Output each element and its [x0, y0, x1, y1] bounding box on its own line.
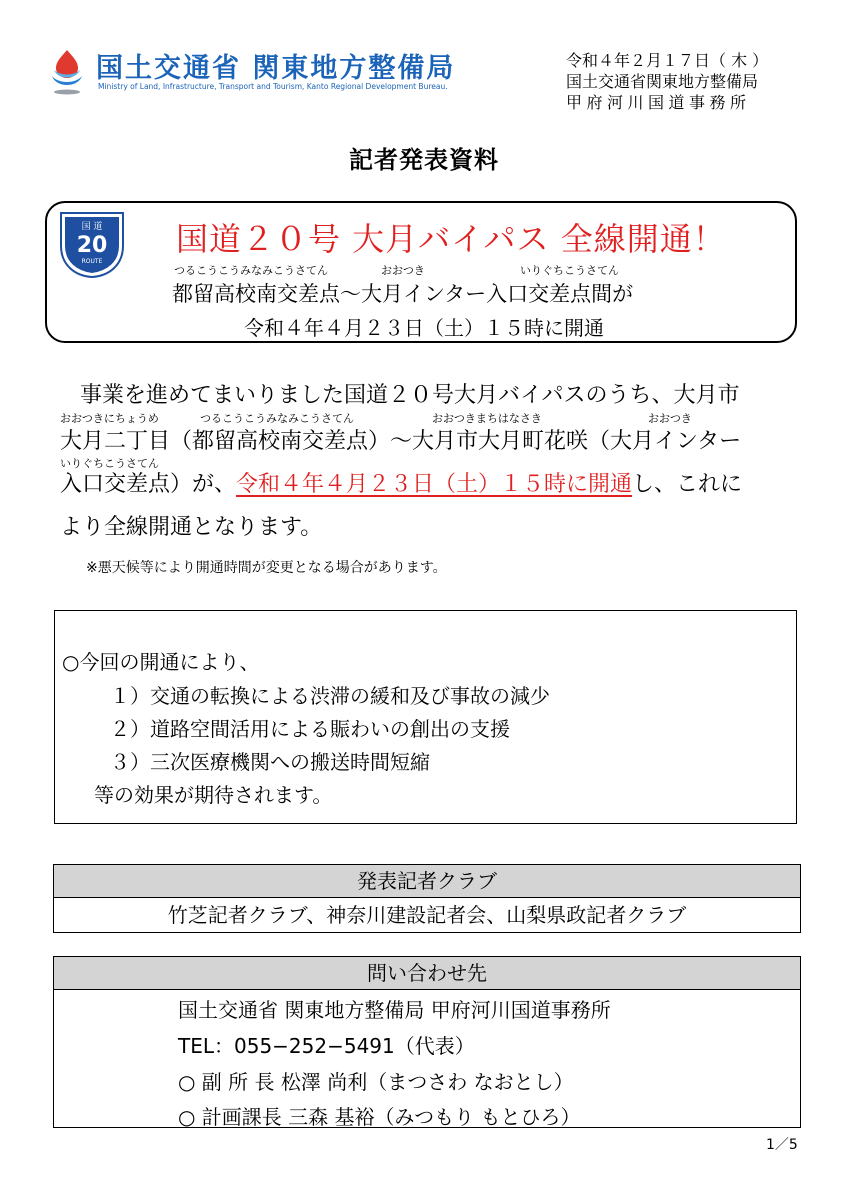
headline-ruby-2: おおつき: [381, 264, 425, 277]
headline-subtitle-1: 都留高校南交差点〜大月インター入口交差点間が: [172, 282, 634, 306]
route-sign-bottom-text: ROUTE: [81, 258, 103, 265]
release-date: 令和４年２月１７日（ 木 ）: [566, 51, 769, 70]
org-line-2: 甲府河川国道事務所: [566, 93, 751, 112]
page-number: 1／5: [766, 1137, 798, 1153]
effects-closing: 等の効果が期待されます。: [94, 783, 333, 807]
body-line-1: 事業を進めてまいりました国道２０号大月バイパスのうち、大月市: [80, 383, 740, 408]
ministry-emblem-icon: [48, 46, 86, 96]
headline-title: 国道２０号 大月バイパス 全線開通！: [176, 220, 726, 258]
body-ruby-a: おおつきにちょうめ: [60, 412, 159, 425]
org-line-1: 国土交通省関東地方整備局: [566, 72, 759, 91]
route-sign-top-text: 国 道: [81, 222, 103, 232]
body-line-3: [60, 467, 742, 498]
press-club-table: [53, 864, 801, 933]
effect-item-2: ２）道路空間活用による賑わいの創出の支援: [110, 717, 510, 741]
effects-intro: ○今回の開通により、: [62, 650, 260, 674]
body-ruby-b: つるこうこうみなみこうさてん: [200, 412, 354, 425]
header-info: [566, 50, 768, 113]
weather-note: ※悪天候等により開通時間が変更となる場合があります。: [86, 560, 447, 576]
route-20-sign-icon: [58, 210, 126, 278]
contact-person-2: ○ 計画課長 三森 基裕（みつもり もとひろ）: [178, 1105, 581, 1129]
headline-ruby-1: つるこうこうみなみこうさてん: [174, 264, 328, 277]
effect-item-3: ３）三次医療機関への搬送時間短縮: [110, 750, 430, 774]
press-club-list: 竹芝記者クラブ、神奈川建設記者会、山梨県政記者クラブ: [167, 903, 687, 927]
effect-item-1: １）交通の転換による渋滞の緩和及び事故の減少: [110, 684, 550, 708]
body-line-3-pre: 入口交差点）が、: [60, 472, 237, 497]
logo-title: 国土交通省 関東地方整備局: [96, 53, 456, 84]
contact-person-1: ○ 副 所 長 松澤 尚利（まつさわ なおとし）: [178, 1070, 574, 1094]
headline-subtitle-2: 令和４年４月２３日（土）１５時に開通: [244, 316, 604, 340]
body-line-2: 大月二丁目（都留高校南交差点）〜大月市大月町花咲（大月インター: [60, 429, 742, 454]
body-ruby-e: いりぐちこうさてん: [60, 457, 159, 470]
contact-office: 国土交通省 関東地方整備局 甲府河川国道事務所: [178, 998, 611, 1022]
document-title: 記者発表資料: [349, 146, 499, 174]
ministry-logo: [44, 44, 514, 100]
contact-tel: TEL：055−252−5491（代表）: [178, 1034, 475, 1058]
body-ruby-d: おおつき: [648, 412, 692, 425]
body-line-3-post: し、これに: [632, 472, 743, 497]
body-ruby-c: おおつきまちはなさき: [432, 412, 542, 425]
contact-header: 問い合わせ先: [54, 957, 800, 990]
body-line-4: より全線開通となります。: [60, 515, 323, 540]
logo-subtitle: Ministry of Land, Infrastructure, Transport and Tourism, Kanto Regional Development Bureau.: [98, 82, 448, 91]
press-club-header: 発表記者クラブ: [54, 865, 800, 898]
route-sign-number: 20: [76, 233, 108, 258]
headline-ruby-3: いりぐちこうさてん: [520, 264, 619, 277]
opening-datetime-highlight: 令和４年４月２３日（土）１５時に開通: [236, 472, 633, 497]
